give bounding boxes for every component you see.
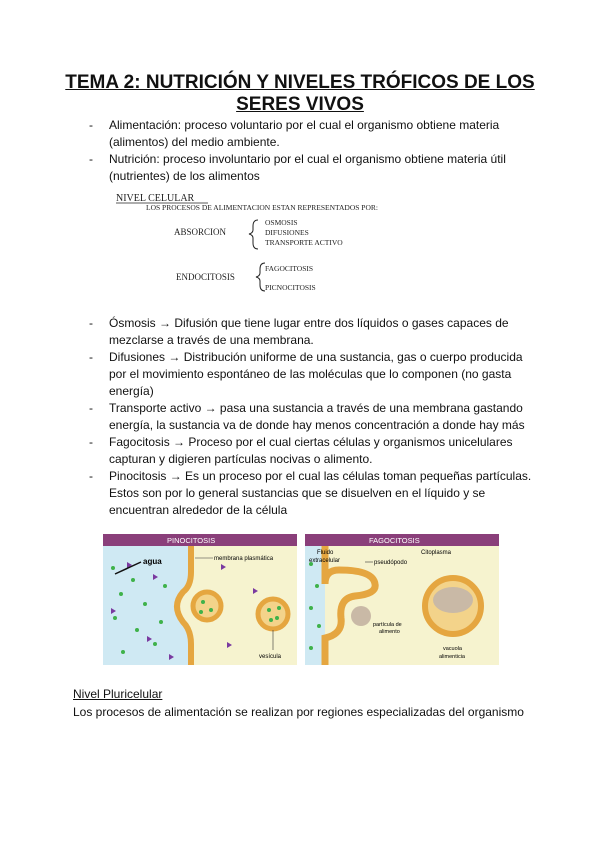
forming-vesicle — [193, 592, 221, 620]
list-item — [89, 151, 539, 185]
list-item — [89, 400, 539, 434]
pluricelular-heading: Nivel Pluricelular — [73, 687, 163, 701]
vesicle — [258, 599, 288, 629]
processes-list — [89, 315, 539, 519]
pinocitosis-figure — [103, 534, 297, 665]
definition-nutricion: Nutrición: proceso involuntario por el cual el organismo obtiene materia útil (nutrientes) de los alimentos — [109, 152, 506, 183]
bullet-marker: - — [89, 350, 93, 364]
list-item — [89, 434, 539, 468]
list-item — [89, 117, 539, 151]
fagocitosis-title: FAGOCITOSIS — [369, 536, 420, 545]
fagocitosis-figure — [305, 534, 499, 665]
label-cytoplasm: Citoplasma — [421, 550, 452, 556]
label-vacuole-1: vacuola — [443, 646, 462, 652]
list-item — [89, 315, 539, 349]
item-osmosis: OSMOSIS — [265, 218, 298, 227]
bullet-marker: - — [89, 435, 93, 449]
process-fagocitosis: Fagocitosis → Proceso por el cual ciertas células y organismos unicelulares capturan y digieren partículas nocivas o alimento. — [109, 435, 513, 466]
bullet-marker: - — [89, 469, 93, 483]
endocitosis-brace — [256, 263, 265, 291]
title-line-2: SERES VIVOS — [236, 94, 364, 115]
label-membrane: membrana plasmática — [214, 556, 274, 562]
label-food-1: partícula de — [373, 622, 402, 628]
bullet-marker: - — [89, 118, 93, 132]
pluricelular-text: Los procesos de alimentación se realizan por regiones especializadas del organismo — [73, 705, 524, 719]
group-endocitosis: ENDOCITOSIS — [176, 272, 235, 282]
label-food-2: alimento — [379, 629, 400, 635]
vacuole-contents — [433, 587, 473, 613]
item-fagocitosis: FAGOCITOSIS — [265, 264, 314, 273]
label-water: agua — [143, 557, 162, 566]
diagram-heading: NIVEL CELULAR — [116, 193, 195, 204]
process-difusiones: Difusiones → Distribución uniforme de una sustancia, gas o cuerpo producida por el movimiento espontáneo de las moléculas que lo componen (no gasta energía) — [109, 350, 523, 398]
item-transporte-activo: TRANSPORTE ACTIVO — [265, 238, 343, 247]
label-pseudopod: pseudópodo — [374, 560, 408, 566]
bullet-marker: - — [89, 401, 93, 415]
list-item — [89, 349, 539, 400]
label-vesicle: vesícula — [259, 654, 282, 660]
list-item — [89, 468, 539, 519]
nivel-celular-diagram — [112, 190, 472, 298]
title-line-1: TEMA 2: NUTRICIÓN Y NIVELES TRÓFICOS DE LOS — [65, 72, 535, 93]
bullet-marker: - — [89, 152, 93, 166]
item-difusiones: DIFUSIONES — [265, 228, 309, 237]
label-fluid-2: extracelular — [309, 558, 341, 564]
absorcion-brace — [249, 220, 258, 249]
endocytosis-figures — [103, 534, 499, 665]
label-vacuole-2: alimenticia — [439, 654, 465, 660]
diagram-subheading: LOS PROCESOS DE ALIMENTACION ESTAN REPRESENTADOS POR: — [146, 203, 378, 212]
bullet-marker: - — [89, 316, 93, 330]
group-absorcion: ABSORCION — [174, 227, 227, 237]
label-fluid-1: Fluido — [317, 550, 334, 556]
pinocitosis-title: PINOCITOSIS — [167, 536, 216, 545]
item-picnocitosis: PICNOCITOSIS — [265, 283, 316, 292]
process-transporte-activo: Transporte activo → pasa una sustancia a través de una membrana gastando energía, la sustancia va de donde hay menos concentración a donde hay más — [109, 401, 525, 432]
definitions-list — [89, 117, 539, 185]
definition-alimentacion: Alimentación: proceso voluntario por el cual el organismo obtiene materia (alimentos) del medio ambiente. — [109, 118, 500, 149]
food-particle — [351, 606, 371, 626]
process-pinocitosis: Pinocitosis → Es un proceso por el cual las células toman pequeñas partículas. Estos son por lo general sustancias que se disuelven en el líquido y se encuentran alrededor de la célula — [109, 469, 532, 517]
process-osmosis: Ósmosis → Difusión que tiene lugar entre dos líquidos o gases capaces de mezclarse a través de una membrana. — [109, 316, 509, 347]
page-title — [60, 72, 540, 116]
